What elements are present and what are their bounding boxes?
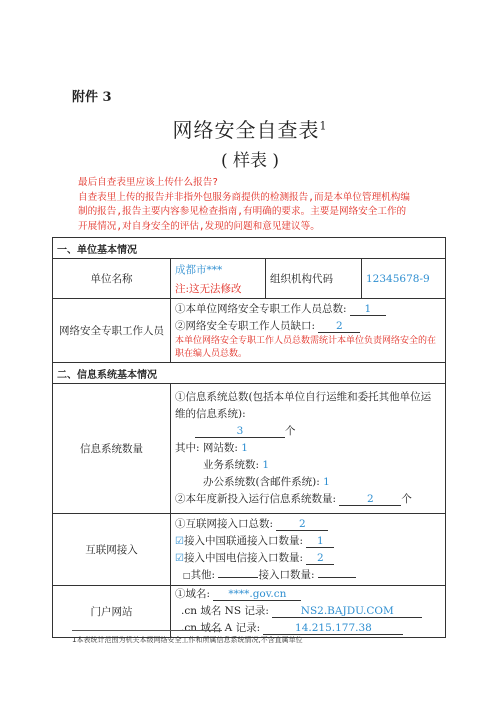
internet-access-cell [171, 514, 446, 586]
staff-cell [171, 299, 446, 363]
unit-ge: 个 [285, 425, 296, 437]
self-check-table [52, 237, 446, 638]
other-checkbox[interactable]: □ [183, 570, 191, 580]
inet-total-text: ①互联网接入口总数: [175, 517, 274, 530]
ns-line [175, 603, 441, 620]
sys-total-line [175, 389, 441, 423]
org-code-value[interactable]: 12345678-9 [362, 259, 446, 299]
unit-name-value: 成都市*** [175, 263, 223, 276]
portal-label: 门户网站 [53, 586, 171, 638]
other-text: 其他: [190, 568, 216, 581]
system-count-label: 信息系统数量 [53, 384, 171, 514]
business-label: 业务系统数: [203, 459, 260, 471]
staff-count-text: ①本单位网络安全专职工作人员总数: [175, 303, 347, 315]
unicom-text: 接入中国联通接入口数量: [183, 534, 304, 547]
telecom-checkbox[interactable]: ☑ [175, 552, 184, 564]
staff-count-line [175, 301, 441, 318]
sys-total-text: ①信息系统总数(包括本单位自行运维和委托其他单位运维的信息系统): [175, 391, 432, 420]
intro-note [78, 176, 438, 234]
staff-gap-input[interactable]: 2 [318, 320, 360, 333]
domain-line [175, 586, 441, 603]
telecom-input[interactable]: 2 [306, 552, 334, 565]
footnote-divider [72, 630, 222, 631]
office-label: 办公系统数(含邮件系统): [203, 476, 320, 488]
title-text: 网络安全自查表 [172, 118, 320, 142]
ns-text: .cn 域名 NS 记录: [181, 605, 269, 617]
unicom-line [175, 533, 441, 550]
other-count-input[interactable] [318, 577, 356, 578]
other-line [175, 567, 441, 584]
other-input[interactable] [218, 577, 258, 578]
system-count-cell [171, 384, 446, 514]
unicom-input[interactable]: 1 [306, 535, 334, 548]
staff-label: 网络安全专职工作人员 [53, 299, 171, 363]
telecom-line [175, 550, 441, 567]
website-line [175, 440, 441, 457]
domain-input[interactable]: ****.gov.cn [213, 588, 301, 601]
staff-gap-text: ②网络安全专职工作人员缺口: [175, 320, 316, 332]
footnote: 1本表统计范围为机关本级网络安全工作和所属信息系统情况,不含直属单位 [72, 636, 303, 644]
inet-total-input[interactable]: 2 [276, 518, 328, 531]
staff-note: 本单位网络安全专职工作人员总数需统计本单位负责网络安全的在职在编人员总数。 [175, 336, 437, 359]
unit-name-label: 单位名称 [53, 259, 171, 299]
org-code-label: 组织机构代码 [266, 259, 362, 299]
new-sys-line [175, 491, 441, 508]
website-value[interactable]: 1 [241, 442, 248, 454]
business-value[interactable]: 1 [262, 459, 270, 471]
intro-line: 制的报告,报告主要内容参见检查指南,有明确的要求。主要是网络安全工作的 [78, 206, 407, 217]
office-line [175, 474, 441, 491]
unit-ge: 个 [401, 493, 412, 505]
unicom-checkbox[interactable]: ☑ [175, 535, 184, 547]
title-footnote-mark: 1 [319, 119, 328, 133]
staff-gap-line [175, 318, 441, 335]
new-sys-text: ②本年度新投入运行信息系统数量: [175, 493, 337, 505]
section-2-title: 二、信息系统基本情况 [53, 363, 446, 384]
office-value[interactable]: 1 [323, 476, 330, 488]
intro-line: 开展情况,对自身安全的评估,发现的问题和意见建议等。 [78, 220, 320, 232]
intro-line: 自查表里上传的报告并非指外包服务商提供的检测报告,而是本单位管理机构编 [78, 191, 410, 203]
unit-name-cell[interactable] [171, 259, 266, 299]
a-record-text: .cn 域名 A 记录: [181, 622, 261, 634]
section-1-title: 一、单位基本情况 [53, 238, 446, 259]
inet-total-line [175, 516, 441, 533]
website-label: 网站数: [202, 442, 238, 454]
telecom-text: 接入中国电信接入口数量: [183, 551, 304, 564]
page-subtitle: ( 样表 ) [220, 151, 280, 171]
page-title [0, 114, 500, 143]
business-line [175, 457, 441, 474]
a-record-input[interactable]: 14.215.177.38 [263, 622, 403, 635]
domain-text: ①域名: [175, 588, 211, 600]
of-which-text: 其中: [175, 442, 200, 454]
unit-name-note: 注:这无法修改 [175, 282, 242, 295]
sys-total-input[interactable]: 3 [195, 425, 285, 438]
staff-count-input[interactable]: 1 [350, 303, 386, 316]
ns-input[interactable]: NS2.BAJDU.COM [272, 605, 422, 618]
internet-access-label: 互联网接入 [53, 514, 171, 586]
annex-label: 附件 3 [72, 90, 112, 105]
sys-total-answer [175, 423, 441, 440]
other-count-text: 接入口数量: [258, 568, 315, 581]
intro-line: 最后自查表里应该上传什么报告? [78, 177, 219, 188]
new-sys-input[interactable]: 2 [339, 493, 401, 506]
